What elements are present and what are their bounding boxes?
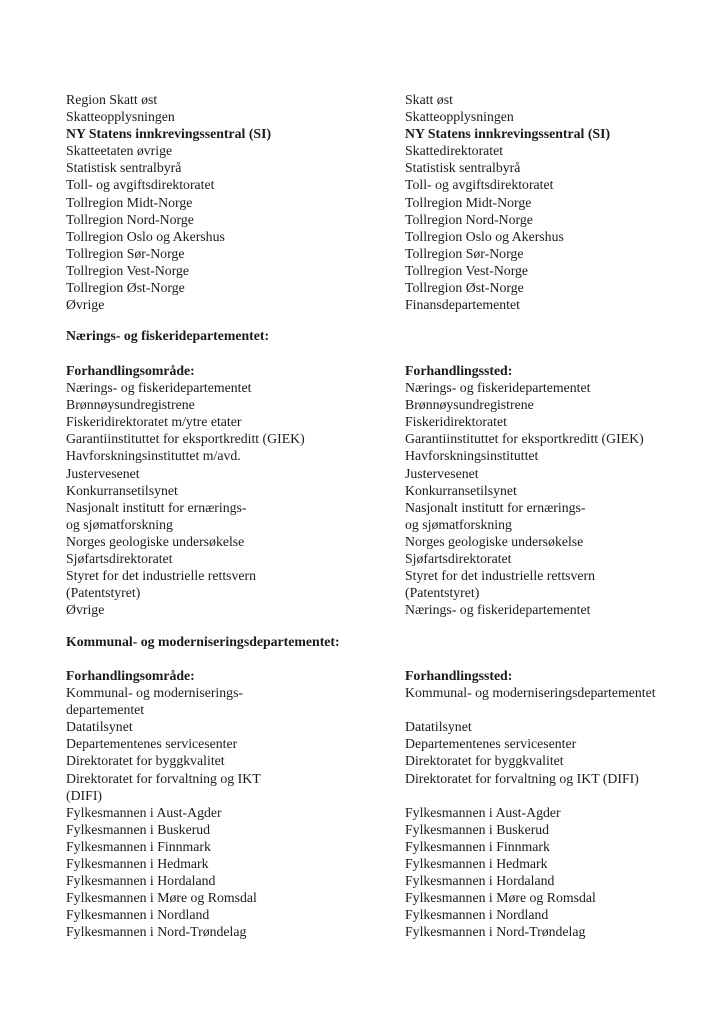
naerings-left-column	[66, 362, 305, 618]
list-item: Norges geologiske undersøkelse	[66, 533, 245, 549]
section-heading-naerings: Nærings- og fiskeridepartementet:	[66, 328, 270, 343]
list-item: Region Skatt øst	[66, 92, 158, 107]
list-item: Skatteopplysningen	[66, 109, 175, 125]
list-item: Brønnøysundregistrene	[66, 397, 195, 413]
list-item: Fylkesmannen i Hordaland	[405, 873, 555, 889]
list-item: departementet	[66, 702, 145, 718]
list-item: Fylkesmannen i Aust-Agder	[405, 804, 561, 820]
column-header-forhandlingssted: Forhandlingssted:	[405, 363, 513, 378]
list-item: Statistisk sentralbyrå	[405, 160, 521, 176]
list-item: Direktoratet for byggkvalitet	[66, 753, 225, 769]
list-item: Departementenes servicesenter	[66, 736, 238, 752]
list-item: og sjømatforskning	[405, 516, 512, 532]
column-header-forhandlingsomraade: Forhandlingsområde:	[66, 668, 195, 683]
blank-line	[405, 701, 656, 718]
list-item: NY Statens innkrevingssentral (SI)	[66, 126, 272, 142]
list-item: Fylkesmannen i Møre og Romsdal	[66, 890, 257, 906]
list-item: Toll- og avgiftsdirektoratet	[405, 177, 554, 193]
list-item: Sjøfartsdirektoratet	[66, 551, 173, 567]
list-item: Garantiinstituttet for eksportkreditt (GIEK)	[66, 431, 305, 447]
list-item: Departementenes servicesenter	[405, 736, 577, 752]
list-item: NY Statens innkrevingssentral (SI)	[405, 126, 611, 142]
list-item: Fylkesmannen i Hedmark	[405, 856, 548, 872]
list-item: Tollregion Oslo og Akershus	[405, 228, 564, 244]
list-item: Fylkesmannen i Nordland	[405, 907, 549, 923]
finans-left-column	[66, 91, 271, 313]
naerings-right-column	[405, 362, 644, 618]
list-item: Tollregion Nord-Norge	[405, 211, 533, 227]
list-item: Nasjonalt institutt for ernærings-	[66, 499, 247, 515]
list-item: Statistisk sentralbyrå	[66, 160, 182, 176]
list-item: Havforskningsinstituttet	[405, 448, 539, 464]
blank-line	[405, 787, 656, 804]
kommunal-right-list	[405, 684, 656, 940]
kommunal-left-column	[66, 667, 261, 941]
list-item: Fylkesmannen i Buskerud	[66, 821, 211, 837]
list-item: Norges geologiske undersøkelse	[405, 533, 584, 549]
list-item: Konkurransetilsynet	[405, 482, 517, 498]
list-item: Nasjonalt institutt for ernærings-	[405, 499, 586, 515]
list-item: Garantiinstituttet for eksportkreditt (GIEK)	[405, 431, 644, 447]
list-item: Tollregion Vest-Norge	[66, 262, 190, 278]
kommunal-right-column	[405, 667, 656, 941]
list-item: Tollregion Sør-Norge	[66, 245, 185, 261]
list-item: Nærings- og fiskeridepartementet	[66, 380, 252, 396]
list-item: Skatteopplysningen	[405, 109, 514, 125]
naerings-right-list	[405, 379, 644, 618]
list-item: Finansdepartementet	[405, 297, 520, 313]
list-item: Nærings- og fiskeridepartementet	[405, 602, 591, 618]
list-item: Nærings- og fiskeridepartementet	[405, 380, 591, 396]
list-item: Fylkesmannen i Aust-Agder	[66, 804, 222, 820]
list-item: (Patentstyret)	[66, 585, 141, 601]
list-item: Fylkesmannen i Buskerud	[405, 821, 550, 837]
list-item: Direktoratet for forvaltning og IKT	[66, 770, 261, 786]
list-item: Tollregion Nord-Norge	[66, 211, 194, 227]
list-item: Sjøfartsdirektoratet	[405, 551, 512, 567]
list-item: Kommunal- og moderniserings-	[66, 685, 244, 701]
list-item: (DIFI)	[66, 787, 103, 803]
list-item: Fylkesmannen i Finnmark	[66, 838, 211, 854]
list-item: Datatilsynet	[66, 719, 133, 735]
list-item: Direktoratet for forvaltning og IKT (DIFI)	[405, 770, 639, 786]
list-item: Fylkesmannen i Møre og Romsdal	[405, 890, 596, 906]
list-item: Havforskningsinstituttet m/avd.	[66, 448, 241, 464]
list-item: (Patentstyret)	[405, 585, 480, 601]
list-item: Justervesenet	[66, 465, 140, 481]
list-item: Skatt øst	[405, 92, 453, 107]
column-header-forhandlingssted: Forhandlingssted:	[405, 668, 513, 683]
list-item: Kommunal- og moderniseringsdepartementet	[405, 685, 656, 701]
list-item: Tollregion Midt-Norge	[405, 194, 532, 210]
list-item: Fylkesmannen i Hordaland	[66, 873, 216, 889]
list-item: Tollregion Oslo og Akershus	[66, 228, 225, 244]
list-item: Styret for det industrielle rettsvern	[405, 568, 596, 584]
list-item: Tollregion Øst-Norge	[405, 280, 524, 296]
list-item: Tollregion Vest-Norge	[405, 262, 529, 278]
list-item: Øvrige	[66, 602, 105, 618]
naerings-left-list	[66, 379, 305, 618]
list-item: Direktoratet for byggkvalitet	[405, 753, 564, 769]
list-item: Fylkesmannen i Finnmark	[405, 838, 550, 854]
list-item: Skattedirektoratet	[405, 143, 504, 159]
kommunal-left-list	[66, 684, 261, 940]
list-item: Fylkesmannen i Nord-Trøndelag	[405, 924, 586, 940]
list-item: Skatteetaten øvrige	[66, 143, 173, 159]
list-item: Justervesenet	[405, 465, 479, 481]
column-header-forhandlingsomraade: Forhandlingsområde:	[66, 363, 195, 378]
list-item: Tollregion Midt-Norge	[66, 194, 193, 210]
list-item: Brønnøysundregistrene	[405, 397, 534, 413]
list-item: og sjømatforskning	[66, 516, 173, 532]
list-item: Styret for det industrielle rettsvern	[66, 568, 257, 584]
list-item: Fylkesmannen i Nord-Trøndelag	[66, 924, 247, 940]
list-item: Tollregion Øst-Norge	[66, 280, 185, 296]
list-item: Fiskeridirektoratet	[405, 414, 507, 430]
list-item: Datatilsynet	[405, 719, 472, 735]
finans-right-column	[405, 91, 610, 313]
section-heading-kommunal: Kommunal- og moderniseringsdepartementet:	[66, 634, 340, 649]
list-item: Øvrige	[66, 297, 105, 313]
list-item: Fylkesmannen i Hedmark	[66, 856, 209, 872]
list-item: Konkurransetilsynet	[66, 482, 178, 498]
list-item: Toll- og avgiftsdirektoratet	[66, 177, 215, 193]
list-item: Fiskeridirektoratet m/ytre etater	[66, 414, 242, 430]
list-item: Tollregion Sør-Norge	[405, 245, 524, 261]
list-item: Fylkesmannen i Nordland	[66, 907, 210, 923]
